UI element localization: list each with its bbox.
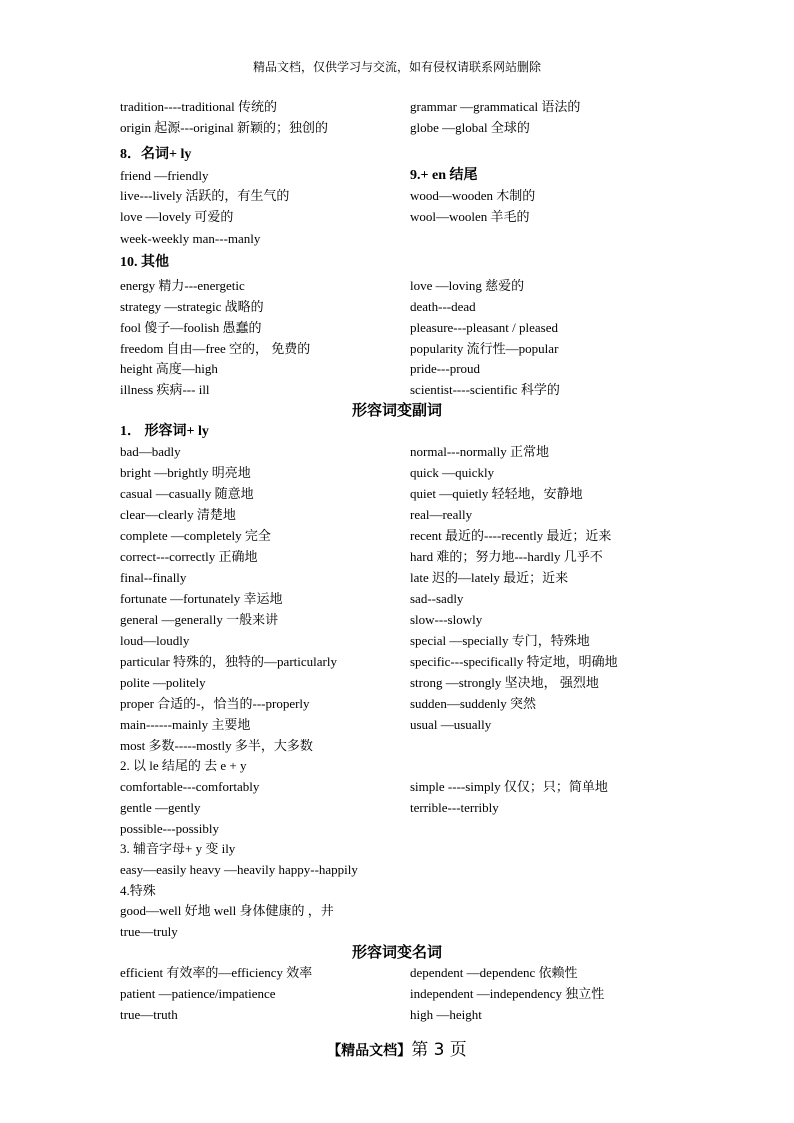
vocab-entry: freedom 自由—free 空的， 免费的 xyxy=(120,341,311,356)
vocab-entry: quick —quickly xyxy=(410,465,495,480)
vocab-entry: quiet —quietly 轻轻地，安静地 xyxy=(410,486,583,501)
vocab-entry: comfortable---comfortably xyxy=(120,779,260,794)
section-title: 形容词变名词 xyxy=(351,943,442,961)
vocab-entry: bad—badly xyxy=(120,444,181,459)
vocab-entry: final--finally xyxy=(120,570,187,585)
vocab-entry: easy—easily heavy —heavily happy--happily xyxy=(120,862,358,877)
vocab-entry: true—truth xyxy=(120,1007,178,1022)
vocab-entry: popularity 流行性—popular xyxy=(410,341,559,356)
vocab-entry: tradition----traditional 传统的 xyxy=(120,99,278,114)
vocab-entry: 3. 辅音字母+ y 变 ily xyxy=(120,841,236,856)
page-footer xyxy=(0,1035,794,1060)
vocab-entry: friend —friendly xyxy=(120,168,209,183)
vocab-entry: efficient 有效率的—efficiency 效率 xyxy=(120,965,313,980)
page-number: 第 3 页 xyxy=(411,1040,467,1060)
vocab-entry: strong —strongly 坚决地， 强烈地 xyxy=(410,675,599,690)
vocab-entry: patient —patience/impatience xyxy=(120,986,276,1001)
footer-label: 【精品文档】 xyxy=(327,1043,412,1059)
vocab-entry: complete —completely 完全 xyxy=(120,528,271,543)
vocab-entry: clear—clearly 清楚地 xyxy=(120,507,236,522)
vocab-entry: polite —politely xyxy=(120,675,206,690)
vocab-entry: pride---proud xyxy=(410,361,481,376)
vocab-entry: hard 难的；努力地---hardly 几乎不 xyxy=(410,549,603,564)
vocab-entry: main------mainly 主要地 xyxy=(120,717,251,732)
vocab-entry: wool—woolen 羊毛的 xyxy=(410,209,530,224)
vocab-entry: loud—loudly xyxy=(120,633,190,648)
vocab-entry: proper 合适的-，恰当的---properly xyxy=(120,696,310,711)
vocab-entry: illness 疾病--- ill xyxy=(120,382,210,397)
vocab-entry: late 迟的—lately 最近；近来 xyxy=(410,570,569,585)
vocab-entry: correct---correctly 正确地 xyxy=(120,549,258,564)
vocab-entry: most 多数-----mostly 多半，大多数 xyxy=(120,738,313,753)
section-heading: 10. 其他 xyxy=(120,255,169,270)
vocab-entry: scientist----scientific 科学的 xyxy=(410,382,560,397)
vocab-entry: fortunate —fortunately 幸运地 xyxy=(120,591,283,606)
vocab-entry: good—well 好地 well 身体健康的 ，井 xyxy=(120,903,334,918)
vocab-entry: live---lively 活跃的，有生气的 xyxy=(120,188,290,203)
vocab-entry: pleasure---pleasant / pleased xyxy=(410,320,558,335)
vocab-entry: 2. 以 le 结尾的 去 e + y xyxy=(120,758,247,773)
vocab-entry: love —lovely 可爱的 xyxy=(120,209,234,224)
vocab-entry: special —specially 专门，特殊地 xyxy=(410,633,590,648)
vocab-entry: strategy —strategic 战略的 xyxy=(120,299,264,314)
section-heading: 9.+ en 结尾 xyxy=(410,168,478,183)
vocab-entry: love —loving 慈爱的 xyxy=(410,278,525,293)
vocab-entry: simple ----simply 仅仅；只；简单地 xyxy=(410,779,608,794)
vocab-entry: grammar —grammatical 语法的 xyxy=(410,99,581,114)
vocab-entry: possible---possibly xyxy=(120,821,219,836)
vocab-entry: fool 傻子—foolish 愚蠢的 xyxy=(120,320,262,335)
watermark-header: 精品文档，仅供学习与交流，如有侵权请联系网站删除 xyxy=(252,60,541,74)
vocab-entry: particular 特殊的，独特的—particularly xyxy=(120,654,337,669)
vocab-entry: recent 最近的----recently 最近；近来 xyxy=(410,528,612,543)
vocab-entry: independent —independency 独立性 xyxy=(410,986,605,1001)
vocab-entry: height 高度—high xyxy=(120,361,218,376)
vocab-entry: true—truly xyxy=(120,924,178,939)
vocab-entry: 4.特殊 xyxy=(120,883,156,898)
vocab-entry: globe —global 全球的 xyxy=(410,120,530,135)
vocab-entry: dependent —dependenc 依赖性 xyxy=(410,965,578,980)
section-heading: 8．名词+ ly xyxy=(120,147,192,162)
vocab-entry: high —height xyxy=(410,1007,482,1022)
section-heading: 1． 形容词+ ly xyxy=(120,424,209,439)
vocab-entry: energy 精力---energetic xyxy=(120,278,245,293)
vocab-entry: usual —usually xyxy=(410,717,492,732)
vocab-entry: death---dead xyxy=(410,299,476,314)
vocab-entry: real—really xyxy=(410,507,473,522)
vocab-entry: week-weekly man---manly xyxy=(120,231,261,246)
vocab-entry: sad--sadly xyxy=(410,591,464,606)
section-title: 形容词变副词 xyxy=(351,401,442,419)
vocab-entry: casual —casually 随意地 xyxy=(120,486,254,501)
vocab-entry: wood—wooden 木制的 xyxy=(410,188,536,203)
vocab-entry: normal---normally 正常地 xyxy=(410,444,549,459)
vocab-entry: specific---specifically 特定地，明确地 xyxy=(410,654,618,669)
vocab-entry: gentle —gently xyxy=(120,800,201,815)
vocab-entry: bright —brightly 明亮地 xyxy=(120,465,251,480)
vocab-entry: terrible---terribly xyxy=(410,800,499,815)
vocab-entry: slow---slowly xyxy=(410,612,483,627)
vocab-entry: sudden—suddenly 突然 xyxy=(410,696,537,711)
vocab-entry: origin 起源---original 新颖的；独创的 xyxy=(120,120,328,135)
vocab-entry: general —generally 一般来讲 xyxy=(120,612,279,627)
